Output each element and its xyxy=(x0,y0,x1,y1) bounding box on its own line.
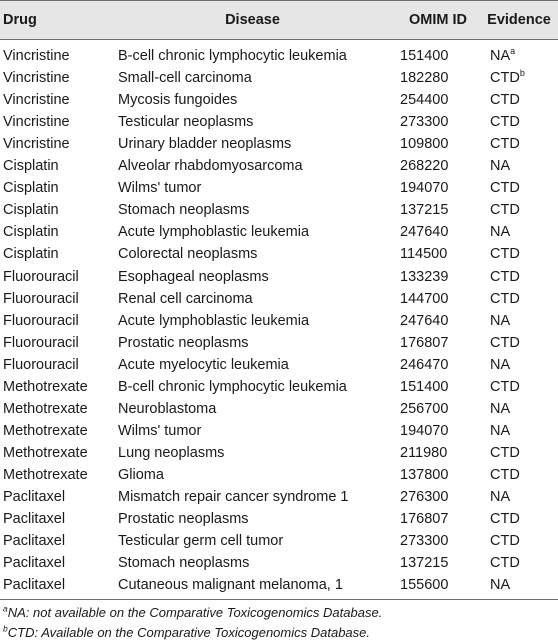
evidence-cell-text: NA xyxy=(490,224,511,241)
omim-id-cell xyxy=(400,92,448,108)
drug-cell-text: Vincristine xyxy=(3,136,70,153)
evidence-cell-text: CTD xyxy=(490,378,520,395)
drug-cell-text: Vincristine xyxy=(3,114,70,131)
disease-cell-text: Prostatic neoplasms xyxy=(118,511,249,528)
evidence-cell xyxy=(490,467,520,483)
disease-cell xyxy=(118,533,283,549)
drug-cell xyxy=(3,313,79,329)
drug-cell-text: Vincristine xyxy=(3,70,70,87)
disease-cell-text: Acute lymphoblastic leukemia xyxy=(118,224,310,241)
evidence-cell-text: CTD xyxy=(490,202,520,219)
drug-cell xyxy=(3,246,59,262)
omim-id-cell-text: 137215 xyxy=(400,555,449,572)
table-row xyxy=(0,114,558,136)
disease-cell-text: Mismatch repair cancer syndrome 1 xyxy=(118,489,349,505)
drug-cell-text: Cisplatin xyxy=(3,158,59,175)
disease-cell xyxy=(118,445,224,461)
evidence-cell-text: NA xyxy=(490,422,511,439)
table-row xyxy=(0,423,558,445)
evidence-cell-text: CTD xyxy=(490,511,520,528)
disease-cell xyxy=(118,357,289,373)
disease-cell xyxy=(118,136,291,152)
disease-cell-text: Lung neoplasms xyxy=(118,444,225,461)
drug-cell xyxy=(3,70,70,86)
drug-cell-text: Paclitaxel xyxy=(3,555,66,572)
evidence-cell-text: CTD xyxy=(490,246,520,263)
header-evidence: Evidence xyxy=(487,12,551,28)
omim-id-cell-text: 137800 xyxy=(400,466,449,483)
disease-cell xyxy=(118,467,164,483)
drug-cell-text: Fluorouracil xyxy=(3,290,79,307)
evidence-cell-text: CTD xyxy=(490,466,520,483)
drug-cell xyxy=(3,533,65,549)
drug-cell xyxy=(3,114,70,130)
omim-id-cell-text: 268220 xyxy=(400,158,449,175)
evidence-cell xyxy=(490,511,520,527)
drug-cell xyxy=(3,291,79,307)
omim-id-cell-text: 246470 xyxy=(400,356,449,373)
disease-cell xyxy=(118,202,249,218)
evidence-cell xyxy=(490,489,510,505)
omim-id-cell-text: 254400 xyxy=(400,92,449,109)
drug-cell-text: Vincristine xyxy=(3,92,70,109)
evidence-cell-text: CTD xyxy=(490,70,520,87)
table-row xyxy=(0,224,558,246)
evidence-cell xyxy=(490,48,515,64)
omim-id-cell xyxy=(400,335,448,351)
disease-cell xyxy=(118,511,249,527)
disease-cell-text: Mycosis fungoides xyxy=(118,92,238,109)
disease-cell-text: Testicular neoplasms xyxy=(118,114,254,131)
table-row xyxy=(0,467,558,489)
disease-cell xyxy=(118,401,216,417)
omim-id-cell xyxy=(400,269,448,285)
disease-cell xyxy=(118,70,252,86)
omim-id-cell xyxy=(400,180,448,196)
evidence-cell-text: CTD xyxy=(490,334,520,351)
evidence-cell xyxy=(490,555,520,571)
disease-cell-text: Cutaneous malignant melanoma, 1 xyxy=(118,577,343,594)
evidence-cell xyxy=(490,202,520,218)
header-drug: Drug xyxy=(3,12,37,28)
disease-cell xyxy=(118,423,201,439)
evidence-cell xyxy=(490,158,510,174)
drug-cell xyxy=(3,423,88,439)
drug-cell-text: Paclitaxel xyxy=(3,489,66,505)
table-row xyxy=(0,180,558,202)
drug-cell xyxy=(3,136,70,152)
omim-id-cell xyxy=(400,577,448,593)
omim-id-cell xyxy=(400,423,448,439)
drug-cell-text: Paclitaxel xyxy=(3,533,66,550)
disease-cell-text: Alveolar rhabdomyosarcoma xyxy=(118,158,303,175)
omim-id-cell xyxy=(400,70,448,86)
evidence-cell xyxy=(490,313,510,329)
omim-id-cell xyxy=(400,489,448,505)
omim-id-cell-text: 109800 xyxy=(400,136,449,153)
header-disease: Disease xyxy=(225,12,280,28)
disease-cell xyxy=(118,92,237,108)
table-row xyxy=(0,92,558,114)
table-row xyxy=(0,533,558,555)
drug-cell-text: Fluorouracil xyxy=(3,334,79,351)
evidence-cell-text: NA xyxy=(490,48,511,64)
table-row xyxy=(0,335,558,357)
evidence-cell-text: CTD xyxy=(490,268,520,285)
drug-cell-text: Cisplatin xyxy=(3,224,59,241)
disease-cell xyxy=(118,269,269,285)
drug-cell-text: Paclitaxel xyxy=(3,577,66,594)
omim-id-cell xyxy=(400,136,448,152)
drug-cell xyxy=(3,577,65,593)
table-row xyxy=(0,246,558,268)
omim-id-cell xyxy=(400,224,448,240)
omim-id-cell-text: 256700 xyxy=(400,400,449,417)
omim-id-cell-text: 182280 xyxy=(400,70,449,87)
evidence-cell xyxy=(490,92,520,108)
table-row xyxy=(0,269,558,291)
evidence-cell-text: NA xyxy=(490,356,511,373)
evidence-cell xyxy=(490,423,510,439)
header-omim-id: OMIM ID xyxy=(409,12,467,28)
disease-cell xyxy=(118,555,249,571)
omim-id-cell-text: 151400 xyxy=(400,48,449,64)
footnote-b xyxy=(3,625,370,640)
disease-cell-text: Prostatic neoplasms xyxy=(118,334,249,351)
omim-id-cell-text: 133239 xyxy=(400,268,449,285)
evidence-cell xyxy=(490,180,520,196)
omim-id-cell-text: 155600 xyxy=(400,577,449,594)
evidence-cell xyxy=(490,269,520,285)
drug-cell xyxy=(3,357,79,373)
omim-id-cell xyxy=(400,246,447,262)
drug-cell xyxy=(3,202,59,218)
drug-cell xyxy=(3,467,88,483)
evidence-cell xyxy=(490,246,520,262)
drug-cell-text: Fluorouracil xyxy=(3,312,79,329)
omim-id-cell xyxy=(400,313,448,329)
disease-cell-text: Colorectal neoplasms xyxy=(118,246,258,263)
table-row xyxy=(0,313,558,335)
omim-id-cell xyxy=(400,467,448,483)
footnote-b-mark: b xyxy=(3,623,8,634)
evidence-footnote-mark: a xyxy=(510,46,516,57)
evidence-cell-text: NA xyxy=(490,312,511,329)
evidence-cell xyxy=(490,357,510,373)
omim-id-cell-text: 194070 xyxy=(400,180,449,197)
drug-cell-text: Cisplatin xyxy=(3,180,59,197)
disease-cell-text: Acute lymphoblastic leukemia xyxy=(118,312,310,329)
omim-id-cell-text: 176807 xyxy=(400,511,449,528)
omim-id-cell xyxy=(400,357,448,373)
drug-cell xyxy=(3,511,65,527)
table-row xyxy=(0,202,558,224)
omim-id-cell xyxy=(400,158,448,174)
disease-cell-text: Wilms' tumor xyxy=(118,180,202,197)
evidence-cell xyxy=(490,291,520,307)
evidence-cell xyxy=(490,379,520,395)
omim-id-cell xyxy=(400,401,448,417)
evidence-cell xyxy=(490,577,510,593)
omim-id-cell-text: 144700 xyxy=(400,290,449,307)
drug-cell xyxy=(3,379,88,395)
evidence-cell xyxy=(490,114,520,130)
table-row xyxy=(0,357,558,379)
drug-cell xyxy=(3,401,88,417)
footnote-a xyxy=(3,605,382,620)
omim-id-cell xyxy=(400,445,447,461)
evidence-cell-text: CTD xyxy=(490,114,520,131)
drug-cell-text: Cisplatin xyxy=(3,202,59,219)
omim-id-cell-text: 273300 xyxy=(400,533,449,550)
disease-cell-text: B-cell chronic lymphocytic leukemia xyxy=(118,378,347,395)
drug-cell xyxy=(3,224,59,240)
omim-id-cell xyxy=(400,533,448,549)
table-row xyxy=(0,511,558,533)
disease-cell xyxy=(118,335,249,351)
omim-id-cell-text: 137215 xyxy=(400,202,449,219)
disease-cell xyxy=(118,224,309,240)
table-row xyxy=(0,70,558,92)
omim-id-cell-text: 247640 xyxy=(400,224,449,241)
omim-id-cell xyxy=(400,379,448,395)
evidence-cell xyxy=(490,401,510,417)
drug-cell xyxy=(3,48,70,64)
omim-id-cell xyxy=(400,291,448,307)
drug-cell xyxy=(3,489,65,505)
omim-id-cell-text: 194070 xyxy=(400,422,449,439)
drug-cell xyxy=(3,335,79,351)
evidence-cell xyxy=(490,224,510,240)
drug-cell xyxy=(3,92,70,108)
drug-cell-text: Methotrexate xyxy=(3,400,88,417)
drug-cell-text: Paclitaxel xyxy=(3,511,66,528)
drug-cell-text: Methotrexate xyxy=(3,466,88,483)
evidence-cell-text: NA xyxy=(490,400,511,417)
table-row xyxy=(0,445,558,467)
disease-cell xyxy=(118,379,347,395)
evidence-cell-text: CTD xyxy=(490,290,520,307)
table-row xyxy=(0,379,558,401)
table-bottom-rule xyxy=(0,599,558,600)
disease-cell-text: Testicular germ cell tumor xyxy=(118,533,284,550)
evidence-cell-text: NA xyxy=(490,577,511,594)
omim-id-cell-text: 176807 xyxy=(400,334,449,351)
disease-cell-text: B-cell chronic lymphocytic leukemia xyxy=(118,48,347,64)
disease-cell xyxy=(118,48,347,64)
omim-id-cell-text: 114500 xyxy=(400,246,448,263)
disease-cell-text: Glioma xyxy=(118,466,164,483)
evidence-cell-text: CTD xyxy=(490,92,520,109)
disease-cell xyxy=(118,114,253,130)
footnote-b-text: CTD: Available on the Comparative Toxicogenomics Database. xyxy=(7,625,370,640)
drug-cell-text: Methotrexate xyxy=(3,378,88,395)
disease-cell xyxy=(118,291,253,307)
evidence-cell xyxy=(490,533,520,549)
omim-id-cell-text: 247640 xyxy=(400,312,449,329)
omim-id-cell xyxy=(400,555,448,571)
evidence-cell xyxy=(490,70,525,86)
footnote-a-text: NA: not available on the Comparative Toxicogenomics Database. xyxy=(7,605,383,620)
evidence-cell-text: NA xyxy=(490,489,511,505)
evidence-cell-text: CTD xyxy=(490,555,520,572)
evidence-cell-text: CTD xyxy=(490,180,520,197)
drug-cell xyxy=(3,180,59,196)
disease-cell xyxy=(118,489,348,505)
disease-cell-text: Wilms' tumor xyxy=(118,422,202,439)
footnote-a-mark: a xyxy=(3,603,8,614)
disease-cell-text: Stomach neoplasms xyxy=(118,555,250,572)
table-header xyxy=(0,0,558,40)
evidence-cell-text: CTD xyxy=(490,136,520,153)
disease-cell-text: Stomach neoplasms xyxy=(118,202,250,219)
drug-cell-text: Fluorouracil xyxy=(3,268,79,285)
disease-cell xyxy=(118,158,303,174)
drug-cell xyxy=(3,158,59,174)
disease-cell-text: Neuroblastoma xyxy=(118,400,217,417)
drug-cell-text: Vincristine xyxy=(3,48,70,64)
disease-cell-text: Renal cell carcinoma xyxy=(118,290,253,307)
drug-cell xyxy=(3,269,79,285)
drug-cell-text: Methotrexate xyxy=(3,444,88,461)
omim-id-cell-text: 276300 xyxy=(400,489,449,505)
evidence-cell xyxy=(490,335,520,351)
table-row xyxy=(0,555,558,577)
drug-cell-text: Fluorouracil xyxy=(3,356,79,373)
evidence-cell xyxy=(490,445,520,461)
omim-id-cell-text: 151400 xyxy=(400,378,449,395)
evidence-cell-text: NA xyxy=(490,158,511,175)
omim-id-cell-text: 211980 xyxy=(400,444,448,461)
disease-cell xyxy=(118,313,309,329)
omim-id-cell xyxy=(400,114,448,130)
omim-id-cell xyxy=(400,48,448,64)
disease-cell xyxy=(118,577,343,593)
omim-id-cell xyxy=(400,202,448,218)
disease-cell-text: Esophageal neoplasms xyxy=(118,268,269,285)
table-row xyxy=(0,158,558,180)
table-row xyxy=(0,577,558,599)
evidence-cell-text: CTD xyxy=(490,444,520,461)
disease-cell-text: Acute myelocytic leukemia xyxy=(118,356,289,373)
table-row xyxy=(0,489,558,511)
table-row xyxy=(0,291,558,313)
evidence-footnote-mark: b xyxy=(519,68,525,79)
drug-cell-text: Cisplatin xyxy=(3,246,59,263)
table-row xyxy=(0,401,558,423)
drug-cell xyxy=(3,445,88,461)
table-row xyxy=(0,136,558,158)
drug-cell-text: Methotrexate xyxy=(3,422,88,439)
disease-cell-text: Urinary bladder neoplasms xyxy=(118,136,292,153)
evidence-cell-text: CTD xyxy=(490,533,520,550)
disease-cell xyxy=(118,180,201,196)
evidence-cell xyxy=(490,136,520,152)
omim-id-cell-text: 273300 xyxy=(400,114,449,131)
disease-cell-text: Small-cell carcinoma xyxy=(118,70,252,87)
disease-cell xyxy=(118,246,257,262)
drug-cell xyxy=(3,555,65,571)
omim-id-cell xyxy=(400,511,448,527)
table-row xyxy=(0,48,558,70)
